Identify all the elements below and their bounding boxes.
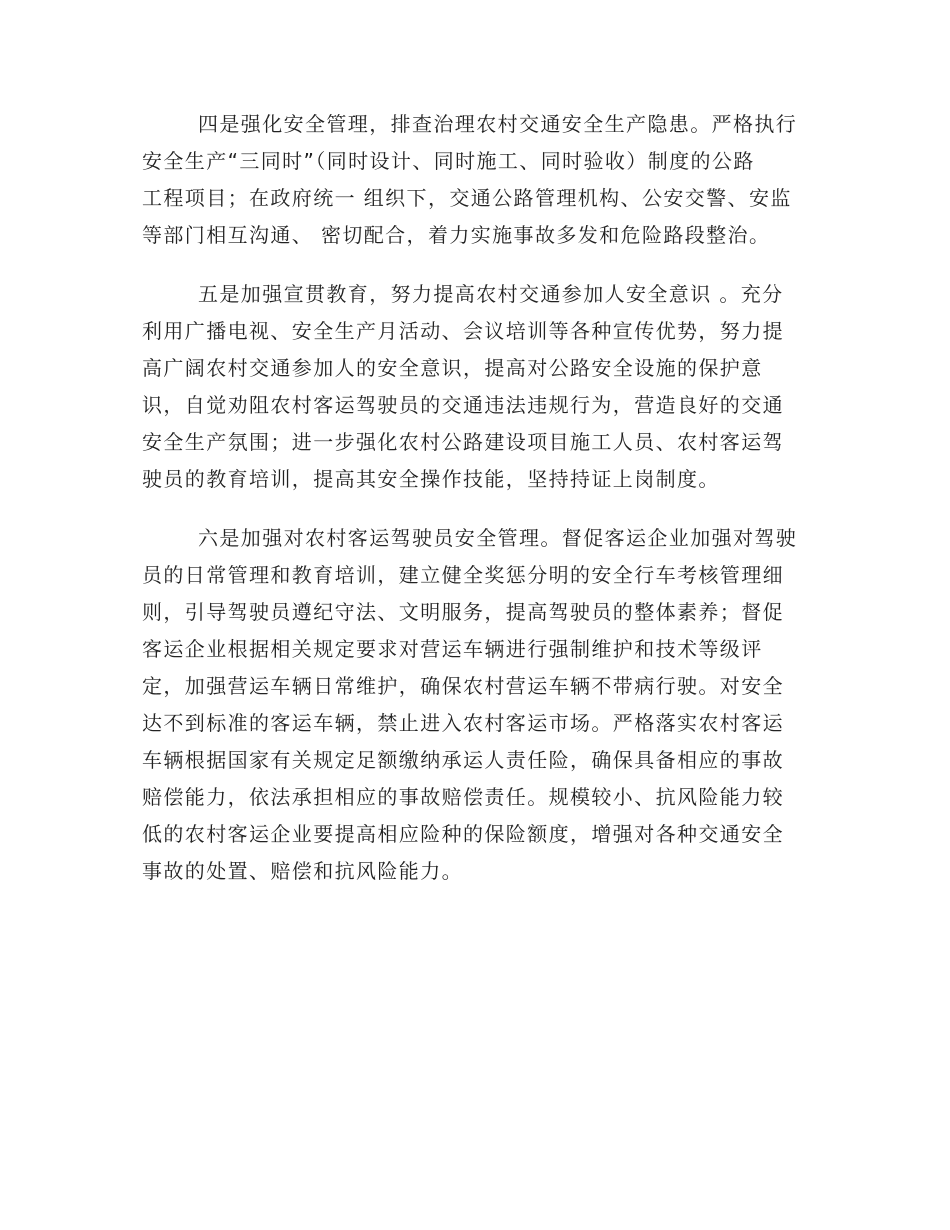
text-line: 员的日常管理和教育培训，建立健全奖惩分明的安全行车考核管理细 [142, 563, 784, 587]
document-body [142, 106, 802, 912]
text-line: 赔偿能力，依法承担相应的事故赔偿责任。规模较小、抗风险能力较 [142, 785, 784, 809]
text-line: 低的农村客运企业要提高相应险种的保险额度，增强对各种交通安全 [142, 822, 784, 846]
text-line: 六是加强对农村客运驾驶员安全管理。督促客运企业加强对驾驶 [198, 526, 798, 550]
text-line: 利用广播电视、安全生产月活动、会议培训等各种宣传优势，努力提 [142, 319, 784, 343]
text-line: 安全生产“三同时”（同时设计、同时施工、同时验收）制度的公路 [142, 149, 755, 173]
text-line: 识，自觉劝阻农村客运驾驶员的交通违法违规行为，营造良好的交通 [142, 393, 784, 417]
text-line: 四是强化安全管理，排查治理农村交通安全生产隐患。严格执行 [198, 112, 798, 136]
text-line: 五是加强宣贯教育，努力提高农村交通参加人安全意识 。充分 [198, 282, 784, 306]
text-line: 达不到标准的客运车辆，禁止进入农村客运市场。严格落实农村客运 [142, 711, 784, 735]
text-line: 驶员的教育培训，提高其安全操作技能，坚持持证上岗制度。 [142, 467, 720, 491]
text-line: 等部门相互沟通、 密切配合，着力实施事故多发和危险路段整治。 [142, 223, 771, 247]
paragraph-education [142, 276, 802, 498]
text-line: 工程项目；在政府统一 组织下，交通公路管理机构、公安交警、安监 [142, 186, 792, 210]
paragraph-driver-management [142, 520, 802, 890]
text-line: 定，加强营运车辆日常维护，确保农村营运车辆不带病行驶。对安全 [142, 674, 784, 698]
text-line: 车辆根据国家有关规定足额缴纳承运人责任险，确保具备相应的事故 [142, 748, 784, 772]
paragraph-safety-management [142, 106, 802, 254]
text-line: 则，引导驾驶员遵纪守法、文明服务，提高驾驶员的整体素养；督促 [142, 600, 784, 624]
text-line: 高广阔农村交通参加人的安全意识，提高对公路安全设施的保护意 [142, 356, 763, 380]
text-line: 事故的处置、赔偿和抗风险能力。 [142, 859, 463, 883]
text-line: 客运企业根据相关规定要求对营运车辆进行强制维护和技术等级评 [142, 637, 763, 661]
text-line: 安全生产氛围；进一步强化农村公路建设项目施工人员、农村客运驾 [142, 430, 784, 454]
